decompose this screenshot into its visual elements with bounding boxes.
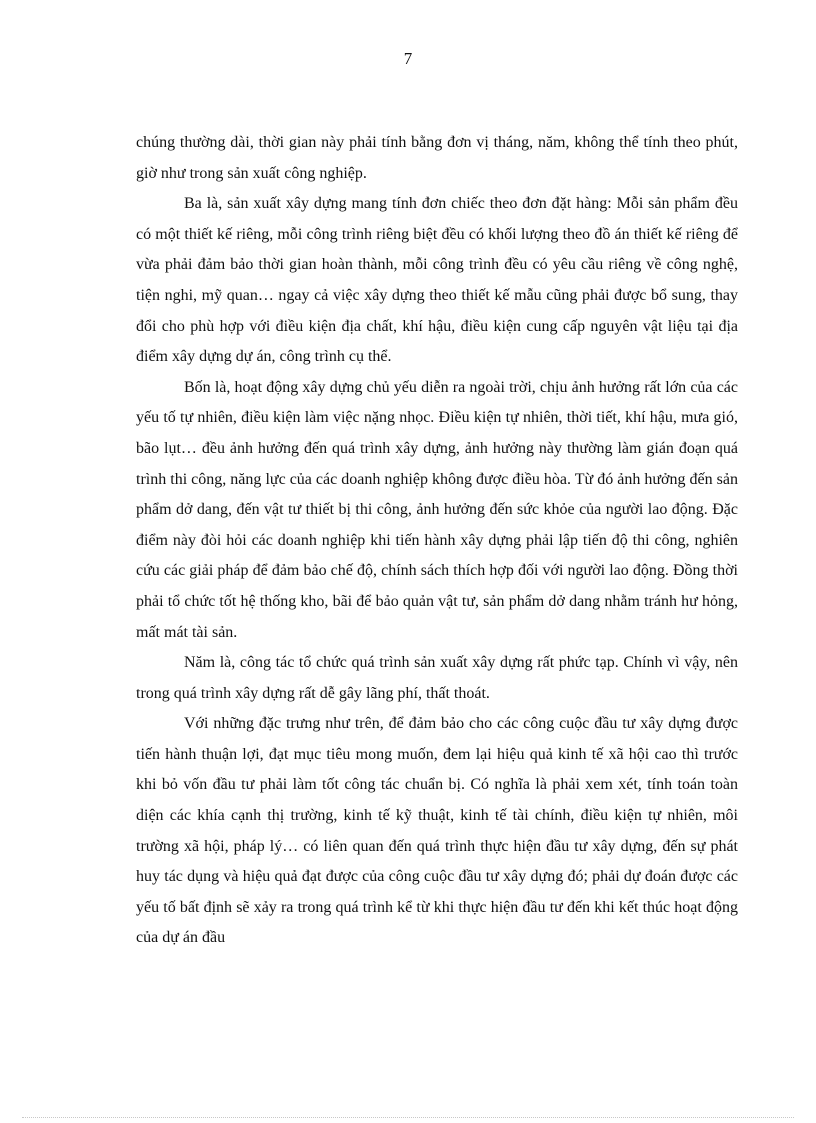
page-number: 7 bbox=[403, 49, 413, 68]
paragraph-voi-nhung: Với những đặc trưng như trên, để đảm bảo cho các công cuộc đầu tư xây dựng được tiến hành thuận lợi, đạt mục tiêu mong muốn, đem lại hiệu quả kinh tế xã hội cao thì trước khi bỏ vốn đầu tư phải làm tốt công tác chuẩn bị. Có nghĩa là phải xem xét, tính toán toàn diện các khía cạnh thị trường, kinh tế kỹ thuật, kinh tế tài chính, điều kiện tự nhiên, môi trường xã hội, pháp lý… có liên quan đến quá trình thực hiện đầu tư xây dựng, đến sự phát huy tác dụng và hiệu quả đạt được của công cuộc đầu tư xây dựng đó; phải dự đoán được các yếu tố bất định sẽ xảy ra trong quá trình kể từ khi thực hiện đầu tư đến khi kết thúc hoạt động của dự án đầu bbox=[136, 715, 738, 947]
paragraph-continuation: chúng thường dài, thời gian này phải tính bằng đơn vị tháng, năm, không thể tính theo phút, giờ như trong sản xuất công nghiệp. bbox=[136, 134, 738, 182]
paragraph-bon-la: Bốn là, hoạt động xây dựng chủ yếu diễn ra ngoài trời, chịu ảnh hưởng rất lớn của các yếu tố tự nhiên, điều kiện làm việc nặng nhọc. Điều kiện tự nhiên, thời tiết, khí hậu, mưa gió, bão lụt… đều ảnh hưởng đến quá trình xây dựng, ảnh hưởng này thường làm gián đoạn quá trình thi công, năng lực của các doanh nghiệp không được điều hòa. Từ đó ảnh hưởng đến sản phẩm dở dang, đến vật tư thiết bị thi công, ảnh hưởng đến sức khỏe của người lao động. Đặc điểm này đòi hỏi các doanh nghiệp khi tiến hành xây dựng phải lập tiến độ thi công, nghiên cứu các giải pháp để đảm bảo chế độ, chính sách thích hợp đối với người lao động. Đồng thời phải tổ chức tốt hệ thống kho, bãi để bảo quản vật tư, sản phẩm dở dang nhằm tránh hư hỏng, mất mát tài sản. bbox=[136, 378, 738, 641]
paragraph-ba-la: Ba là, sản xuất xây dựng mang tính đơn chiếc theo đơn đặt hàng: Mỗi sản phẩm đều có một thiết kế riêng, mỗi công trình riêng biệt đều có khối lượng theo đồ án thiết kế riêng để vừa phải đảm bảo thời gian hoàn thành, mỗi công trình đều có yêu cầu riêng về công nghệ, tiện nghi, mỹ quan… ngay cả việc xây dựng theo thiết kế mẫu cũng phải được bổ sung, thay đổi cho phù hợp với điều kiện địa chất, khí hậu, điều kiện cung cấp nguyên vật liệu tại địa điểm xây dựng dự án, công trình cụ thể. bbox=[136, 195, 738, 366]
footer-dotted-rule bbox=[22, 1117, 794, 1118]
body-text bbox=[136, 128, 738, 954]
paragraph-nam-la: Năm là, công tác tổ chức quá trình sản xuất xây dựng rất phức tạp. Chính vì vậy, nên trong quá trình xây dựng rất dễ gây lãng phí, thất thoát. bbox=[136, 654, 738, 702]
